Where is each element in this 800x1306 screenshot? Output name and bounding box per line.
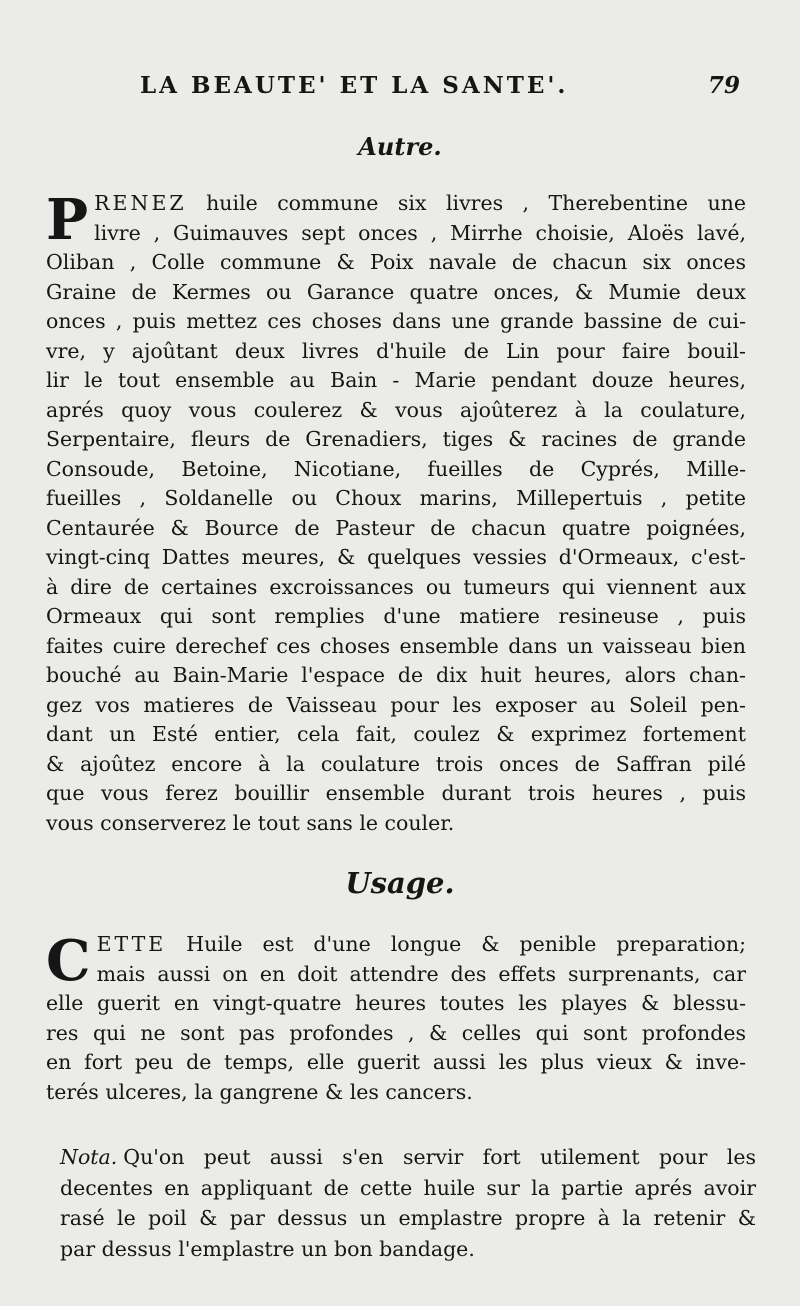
- paragraph-line: à dire de certaines excroissances ou tumeurs qui viennent aux: [46, 574, 746, 599]
- first-word: ETTE: [96, 932, 167, 956]
- nota-paragraph: [60, 1142, 756, 1264]
- paragraph-line: gez vos matieres de Vaisseau pour les exposer au Soleil pen-: [46, 692, 746, 717]
- usage-paragraph: [46, 930, 746, 1107]
- page-number: 79: [707, 72, 740, 99]
- paragraph-line: fueilles , Soldanelle ou Choux marins, Millepertuis , petite: [46, 486, 746, 510]
- paragraph-line: Serpentaire, fleurs de Grenadiers, tiges & racines de grande: [46, 427, 746, 451]
- drop-cap: C: [46, 928, 91, 994]
- paragraph-line: terés ulceres, la gangrene & les cancers.: [46, 1079, 473, 1104]
- paragraph-line: ETTE Huile est d'une longue & penible preparation;: [96, 932, 746, 956]
- paragraph-line: Consoude, Betoine, Nicotiane, fueilles de Cyprés, Mille-: [46, 456, 746, 481]
- first-word: RENEZ: [94, 191, 187, 215]
- paragraph-line: Nota. Qu'on peut aussi s'en servir fort utilement pour les: [60, 1145, 756, 1169]
- paragraph-line: Ormeaux qui sont remplies d'une matiere resineuse , puis: [46, 604, 746, 628]
- paragraph-line: Graine de Kermes ou Garance quatre onces, & Mumie deux: [46, 279, 746, 304]
- paragraph-line: res qui ne sont pas profondes , & celles qui sont profondes: [46, 1020, 746, 1045]
- paragraph-line: Oliban , Colle commune & Poix navale de chacun six onces: [46, 250, 746, 274]
- paragraph-line: vingt-cinq Dattes meures, & quelques vessies d'Ormeaux, c'est-: [46, 545, 746, 569]
- section-heading-usage: Usage.: [345, 866, 455, 900]
- paragraph-line: livre , Guimauves sept onces , Mirrhe choisie, Aloës lavé,: [94, 220, 746, 245]
- recipe-paragraph: [46, 189, 746, 838]
- paragraph-line: aprés quoy vous coulerez & vous ajoûterez à la coulature,: [46, 397, 746, 422]
- paragraph-line: mais aussi on en doit attendre des effets surprenants, car: [96, 961, 746, 986]
- paragraph-line: en fort peu de temps, elle guerit aussi les plus vieux & inve-: [46, 1050, 746, 1074]
- paragraph-line: elle guerit en vingt-quatre heures toutes les playes & blessu-: [46, 991, 746, 1015]
- paragraph-line: RENEZ huile commune six livres , Therebentine une: [94, 191, 746, 215]
- drop-cap: P: [46, 187, 89, 253]
- section-heading-autre: Autre.: [358, 132, 442, 161]
- paragraph-line: par dessus l'emplastre un bon bandage.: [60, 1236, 475, 1261]
- nota-label: Nota.: [60, 1145, 118, 1169]
- paragraph-line: vre, y ajoûtant deux livres d'huile de Lin pour faire bouil-: [46, 338, 746, 363]
- running-title: LA BEAUTE' ET LA SANTE'.: [140, 72, 569, 99]
- paragraph-line: & ajoûtez encore à la coulature trois onces de Saffran pilé: [46, 751, 746, 776]
- paragraph-line: decentes en appliquant de cette huile sur la partie aprés avoir: [60, 1175, 756, 1200]
- paragraph-line: faites cuire derechef ces choses ensemble dans un vaisseau bien: [46, 633, 746, 658]
- paragraph-line: que vous ferez bouillir ensemble durant trois heures , puis: [46, 781, 746, 805]
- paragraph-line: bouché au Bain-Marie l'espace de dix huit heures, alors chan-: [46, 663, 746, 687]
- paragraph-line: onces , puis mettez ces choses dans une grande bassine de cui-: [46, 309, 746, 333]
- paragraph-line: vous conserverez le tout sans le couler.: [46, 810, 455, 835]
- paragraph-line: rasé le poil & par dessus un emplastre propre à la retenir &: [60, 1206, 756, 1230]
- paragraph-line: dant un Esté entier, cela fait, coulez & exprimez fortement: [46, 722, 746, 746]
- paragraph-line: lir le tout ensemble au Bain - Marie pendant douze heures,: [46, 368, 746, 392]
- page-header: [50, 72, 740, 108]
- paragraph-line: Centaurée & Bource de Pasteur de chacun quatre poignées,: [46, 515, 746, 540]
